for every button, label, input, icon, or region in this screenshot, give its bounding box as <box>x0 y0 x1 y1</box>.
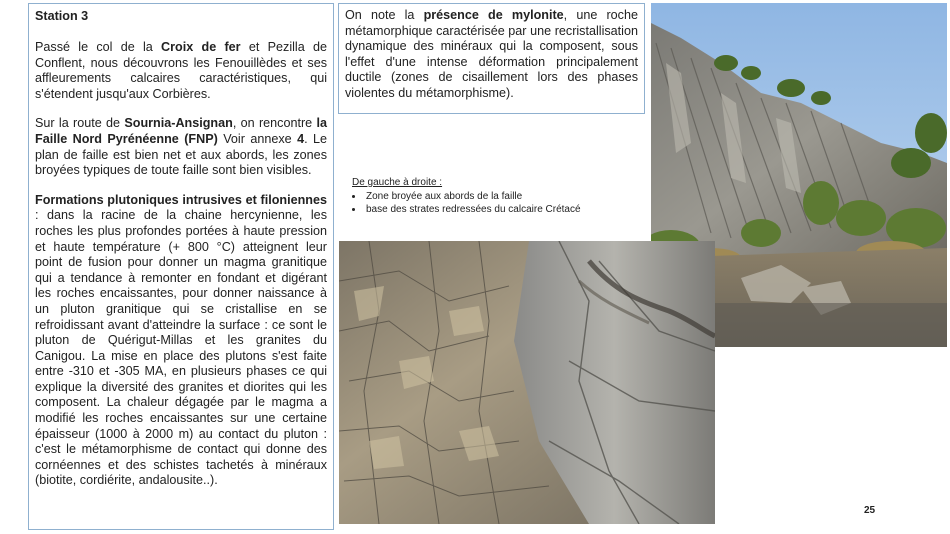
paragraph-faille-nord-pyreneenne <box>35 116 327 178</box>
caption-item: • Zone broyée aux abords de la faille <box>364 190 642 203</box>
paragraph-col-croix-de-fer <box>35 40 327 102</box>
paragraph-formations-plutoniques <box>35 193 327 489</box>
bold-run: Formations plutoniques intrusives et filoniennes <box>35 192 327 207</box>
bold-run: la Faille Nord Pyrénéenne (FNP) <box>35 116 327 146</box>
text-run: Passé le col de la <box>35 40 162 54</box>
caption-title: De gauche à droite : <box>352 177 443 188</box>
bold-run: présence de mylonite <box>423 8 564 22</box>
text-run: , une roche métamorphique caractérisée par une recristallisation dynamique des minéraux qui la composent, sous l'effet d'une intense déformation principalement ductile (zones de cisaillement lors des phases violentes du métamorphisme). <box>345 8 638 100</box>
caption-item: • base des strates redressées du calcaire Crétacé <box>364 203 642 216</box>
text-run: Voir annexe <box>217 131 298 146</box>
photo-fault-zone-image <box>339 241 715 524</box>
page-number: 25 <box>864 505 876 516</box>
text-run: , on rencontre <box>232 116 317 131</box>
bold-run: Croix de fer <box>161 40 241 54</box>
caption-list <box>352 190 642 216</box>
mylonite-text-box <box>338 3 645 114</box>
station-title: Station 3 <box>35 9 89 23</box>
bold-run: 4 <box>297 131 305 146</box>
text-run: Sur la route de <box>35 116 125 131</box>
paragraph-mylonite <box>345 8 638 102</box>
left-text-box <box>28 3 334 530</box>
text-run: . Le plan de faille est bien net et aux abords, les zones broyées typiques de toute faille sont bien visibles. <box>35 131 327 178</box>
text-run: On note la <box>345 8 424 22</box>
photo-caption <box>352 176 642 216</box>
photo-fault-zone <box>339 241 715 524</box>
text-run: : dans la racine de la chaine hercynienne, les roches les plus profondes portées à haute pression et haute température (+ 800 °C) atteignent leur point de fusion pour donner un magma granitique qui a tendance à remonter en fondant et digérant les roches encaissantes, pour donner naissance à un pluton granitique qui se cristallise en se refroidissant avant d'atteindre la surface : ce sont le pluton de Quérigut-Millas et les granites du Canigou. La mise en place des plutons s'est faite entre -310 et -305 MA, en plusieurs phases ce qui explique la diversité des granites et diorites qui les composent. La chaleur dégagée par le magma a modifié les roches encaissantes sur une certaine épaisseur (1000 à 2000 m) au contact du pluton : c'est le métamorphisme de contact qui donne des cornéennes et des schistes tachetés à minéraux (biotite, cordiérite, andalousite..). <box>35 208 327 488</box>
bold-run: Sournia-Ansignan <box>124 116 233 131</box>
text-run: et Pezilla de Conflent, nous découvrons les Fenouillèdes et ses affleurements calcaires caractéristiques, qui s'étendent jusqu'aux Corbières. <box>35 40 327 101</box>
